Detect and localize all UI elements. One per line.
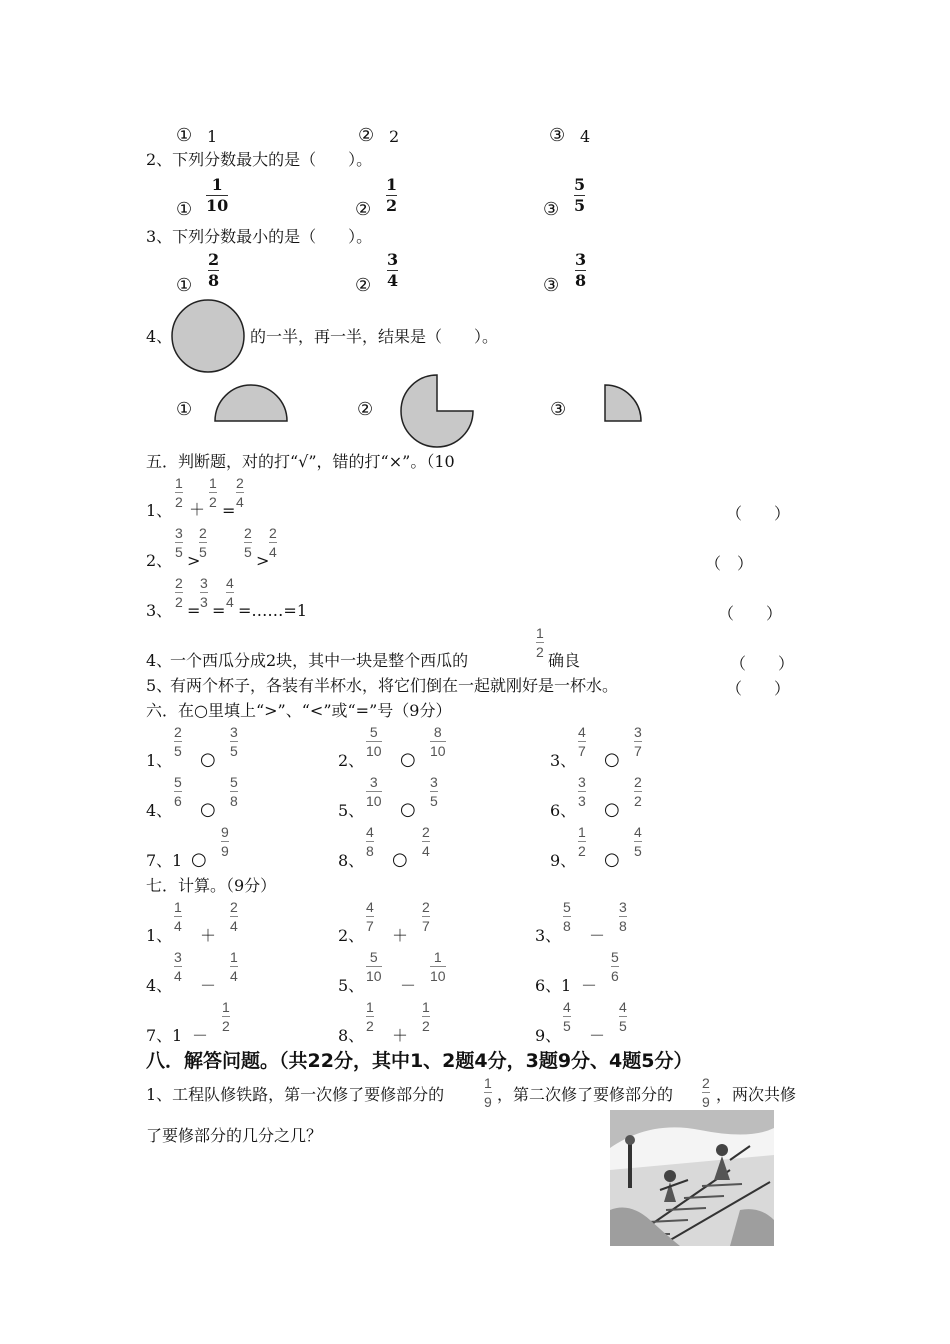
calc-item-label: 7、 [146,1026,173,1045]
calc-left-fraction: 5 10 [366,949,382,984]
q1-option-mark-2: ② [358,125,375,146]
half-circle-figure [213,381,291,423]
compare-right-fraction: 2 4 [422,824,430,859]
compare-item-label: 6、 [550,801,577,820]
calc-left-fraction: 4 7 [366,899,374,934]
calc-operator: ＋ [392,926,409,945]
compare-item-label: 7、 [146,851,173,870]
judge-item-label: 4、 [146,651,173,670]
answer-blank[interactable]: （ ） [726,679,791,698]
judge-item-text-after: 确良 [548,651,581,670]
calc-item-label: 4、 [146,976,173,995]
judge-fraction: 4 4 [226,575,234,610]
calc-operator: － [589,926,606,945]
judge-greater-sign: > [187,551,201,570]
full-circle-figure [170,298,248,376]
compare-circle-blank[interactable]: ○ [400,749,416,770]
judge-fraction: 3 5 [175,525,183,560]
calc-left-fraction: 5 8 [563,899,571,934]
calc-operator: ＋ [392,1026,409,1045]
calc-left-fraction: 1 4 [174,899,182,934]
q1-option-mark-1: ① [176,125,193,146]
calc-item-label: 2、 [338,926,365,945]
q3-question: 3、下列分数最小的是（ ）。 [146,227,373,246]
answer-blank[interactable]: （ ） [718,604,783,623]
calc-right-fraction: 1 2 [422,999,430,1034]
q1-text-line2: 了要修部分的几分之几？ [146,1126,323,1145]
three-quarter-circle-figure [399,373,479,453]
judge-item-label: 3、 [146,601,173,620]
calc-right-fraction: 2 7 [422,899,430,934]
judge-fraction: 2 5 [244,525,252,560]
calc-item-label: 9、 [535,1026,562,1045]
judge-fraction: 3 3 [200,575,208,610]
calc-item-label: 3、 [535,926,562,945]
q2-option-fraction-2: 1 2 [386,175,398,215]
calc-item-label: 1、 [146,926,173,945]
compare-left-fraction: 3 3 [578,774,586,809]
judge-greater-sign: > [256,551,270,570]
compare-left-fraction: 5 10 [366,724,382,759]
section8-title: 八．解答问题。（共22分，其中1、2题4分，3题9分、4题5分） [146,1050,693,1072]
judge-item-label: 5、 [146,676,173,695]
compare-whole-number: 1 [172,851,183,870]
judge-item-label: 1、 [146,501,173,520]
compare-right-fraction: 4 5 [634,824,642,859]
compare-circle-blank[interactable]: ○ [392,849,408,870]
judge-item-text: 有两个杯子，各装有半杯水，将它们倒在一起就刚好是一杯水。 [170,676,619,695]
section7-title: 七．计算。（9分） [146,876,277,895]
compare-left-fraction: 3 10 [366,774,382,809]
compare-circle-blank[interactable]: ○ [604,849,620,870]
compare-item-label: 5、 [338,801,365,820]
compare-left-fraction: 5 6 [174,774,182,809]
q4-option-mark-3: ③ [550,399,567,420]
compare-circle-blank[interactable]: ○ [191,849,207,870]
judge-equals: = [212,601,226,620]
judge-fraction: 2 5 [199,525,207,560]
judge-operator: ＋ [189,500,206,519]
calc-operator: － [192,1026,209,1045]
quarter-circle-figure [603,383,645,423]
answer-blank[interactable]: （ ） [730,654,795,673]
calc-right-fraction: 1 10 [430,949,446,984]
compare-item-label: 3、 [550,751,577,770]
q2-option-mark-1: ① [176,199,193,220]
calc-operator: － [400,976,417,995]
judge-fraction: 2 4 [269,525,277,560]
q1-option-value-3: 4 [580,127,591,146]
judge-tail: =……=1 [238,601,307,620]
judge-fraction: 1 2 [209,475,217,510]
calc-left-fraction: 3 4 [174,949,182,984]
judge-equals: = [222,501,236,520]
q2-question: 2、下列分数最大的是（ ）。 [146,150,373,169]
compare-circle-blank[interactable]: ○ [200,799,216,820]
compare-right-fraction: 3 5 [230,724,238,759]
answer-blank[interactable]: （ ） [726,504,791,523]
railway-workers-illustration [610,1110,774,1246]
calc-right-fraction: 3 8 [619,899,627,934]
q3-option-mark-2: ② [355,275,372,296]
compare-left-fraction: 2 5 [174,724,182,759]
q3-option-fraction-1: 2 8 [208,250,220,290]
q1-text-part3: ，两次共修 [716,1085,797,1104]
compare-item-label: 2、 [338,751,365,770]
compare-circle-blank[interactable]: ○ [400,799,416,820]
compare-right-fraction: 9 9 [221,824,229,859]
judge-item-text: 一个西瓜分成2块，其中一块是整个西瓜的 [170,651,469,670]
compare-item-label: 8、 [338,851,365,870]
compare-left-fraction: 4 8 [366,824,374,859]
calc-left-fraction: 1 2 [366,999,374,1034]
calc-operator: － [581,976,598,995]
q1-text-part2: ，第二次修了要修部分的 [497,1085,674,1104]
q3-option-mark-3: ③ [543,275,560,296]
calc-item-label: 6、 [535,976,562,995]
judge-fraction: 2 2 [175,575,183,610]
compare-right-fraction: 8 10 [430,724,446,759]
calc-operator: ＋ [200,926,217,945]
compare-circle-blank[interactable]: ○ [604,799,620,820]
q4-option-mark-2: ② [357,399,374,420]
q1-option-mark-3: ③ [549,125,566,146]
judge-item-label: 2、 [146,551,173,570]
q4-question-text: 的一半，再一半，结果是（ ）。 [250,327,499,346]
calc-right-fraction: 4 5 [619,999,627,1034]
q2-option-mark-3: ③ [543,199,560,220]
calc-right-fraction: 5 6 [611,949,619,984]
compare-item-label: 9、 [550,851,577,870]
q3-option-fraction-2: 3 4 [387,250,399,290]
q3-option-mark-1: ① [176,275,193,296]
q1-text-part1: 1、工程队修铁路，第一次修了要修部分的 [146,1085,445,1104]
compare-left-fraction: 1 2 [578,824,586,859]
judge-fraction: 1 2 [175,475,183,510]
compare-left-fraction: 4 7 [578,724,586,759]
section5-title: 五．判断题，对的打“√”，错的打“×”。（10 [146,452,455,471]
calc-left-fraction: 4 5 [563,999,571,1034]
q2-option-fraction-3: 5 5 [574,175,586,215]
compare-right-fraction: 3 5 [430,774,438,809]
answer-blank[interactable]: （ ） [705,554,754,573]
calc-operator: － [200,976,217,995]
judge-equals: = [187,601,201,620]
calc-operator: － [589,1026,606,1045]
judge-fraction: 1 2 [536,625,544,660]
calc-whole-number: 1 [172,1026,183,1045]
compare-item-label: 1、 [146,751,173,770]
calc-right-fraction: 1 4 [230,949,238,984]
judge-fraction: 2 4 [236,475,244,510]
compare-right-fraction: 3 7 [634,724,642,759]
compare-right-fraction: 2 2 [634,774,642,809]
q1-fraction-1: 1 9 [484,1075,492,1110]
calc-whole-number: 1 [561,976,572,995]
compare-circle-blank[interactable]: ○ [604,749,620,770]
compare-circle-blank[interactable]: ○ [200,749,216,770]
q2-option-fraction-1: 1 10 [206,175,229,215]
calc-right-fraction: 1 2 [222,999,230,1034]
q4-prefix: 4、 [146,327,173,346]
q1-option-value-1: 1 [207,127,218,146]
q3-option-fraction-3: 3 8 [575,250,587,290]
q4-option-mark-1: ① [176,399,193,420]
compare-item-label: 4、 [146,801,173,820]
q1-option-value-2: 2 [389,127,400,146]
q1-fraction-2: 2 9 [702,1075,710,1110]
calc-item-label: 5、 [338,976,365,995]
q2-option-mark-2: ② [355,199,372,220]
calc-right-fraction: 2 4 [230,899,238,934]
section6-title: 六．在○里填上“>”、“<”或“=”号（9分） [146,701,452,720]
compare-right-fraction: 5 8 [230,774,238,809]
calc-item-label: 8、 [338,1026,365,1045]
